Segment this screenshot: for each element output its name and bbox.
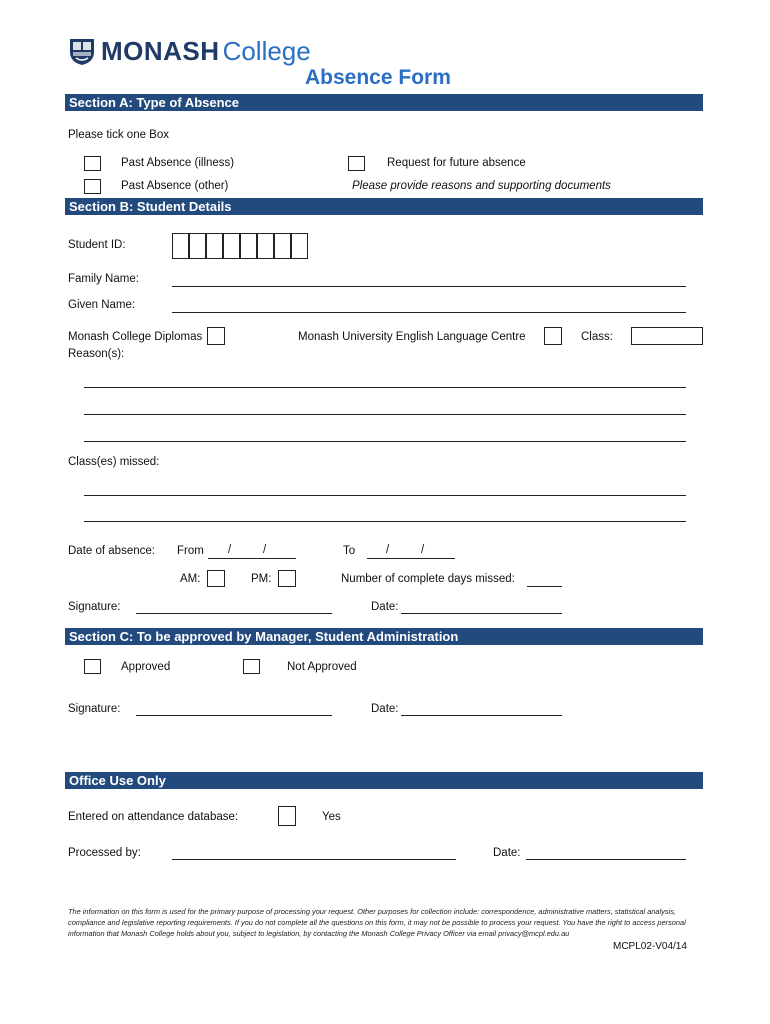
privacy-notice bbox=[68, 906, 693, 939]
family-name-label: Family Name: bbox=[68, 273, 139, 285]
student-id-digit-box[interactable] bbox=[189, 233, 206, 259]
signature-label: Signature: bbox=[68, 601, 121, 613]
date-slash: / bbox=[386, 544, 390, 556]
student-id-digit-box[interactable] bbox=[172, 233, 189, 259]
past-illness-checkbox[interactable] bbox=[84, 156, 101, 171]
manager-date-line[interactable] bbox=[401, 715, 562, 716]
past-other-label: Past Absence (other) bbox=[121, 180, 229, 192]
date-label: Date: bbox=[371, 601, 399, 613]
from-label: From bbox=[177, 545, 204, 557]
student-id-label: Student ID: bbox=[68, 239, 126, 251]
past-other-checkbox[interactable] bbox=[84, 179, 101, 194]
student-id-digit-box[interactable] bbox=[257, 233, 274, 259]
classes-missed-line[interactable] bbox=[84, 521, 686, 522]
reasons-line[interactable] bbox=[84, 414, 686, 415]
future-absence-label: Request for future absence bbox=[387, 157, 526, 169]
given-name-line[interactable] bbox=[172, 312, 686, 313]
form-title: Absence Form bbox=[305, 66, 451, 89]
office-date-label: Date: bbox=[493, 847, 521, 859]
section-b-heading: Section B: Student Details bbox=[65, 198, 703, 215]
office-use-heading: Office Use Only bbox=[65, 772, 703, 789]
pm-checkbox[interactable] bbox=[278, 570, 296, 587]
section-a-heading: Section A: Type of Absence bbox=[65, 94, 703, 111]
to-date-field[interactable] bbox=[367, 544, 455, 559]
approved-label: Approved bbox=[121, 661, 171, 673]
date-slash: / bbox=[263, 544, 267, 556]
class-label: Class: bbox=[581, 331, 613, 343]
signature-line[interactable] bbox=[136, 613, 332, 614]
am-label: AM: bbox=[180, 573, 201, 585]
approved-checkbox[interactable] bbox=[84, 659, 101, 674]
logo-college: College bbox=[222, 36, 311, 66]
diplomas-label: Monash College Diplomas bbox=[68, 331, 203, 343]
days-missed-line[interactable] bbox=[527, 586, 562, 587]
logo-wordmark bbox=[101, 34, 311, 74]
student-id-digit-box[interactable] bbox=[291, 233, 308, 259]
processed-by-line[interactable] bbox=[172, 859, 456, 860]
reasons-line[interactable] bbox=[84, 387, 686, 388]
section-c-heading: Section C: To be approved by Manager, Student Administration bbox=[65, 628, 703, 645]
tick-instruction: Please tick one Box bbox=[68, 129, 170, 141]
future-absence-checkbox[interactable] bbox=[348, 156, 365, 171]
date-of-absence-label: Date of absence: bbox=[68, 545, 155, 557]
privacy-line: compliance and legislative reporting requirements. If you do not complete all the questions on this form, it may not be possible to process your request. You have the right to access personal bbox=[68, 918, 686, 927]
muelc-checkbox[interactable] bbox=[544, 327, 562, 345]
diplomas-checkbox[interactable] bbox=[207, 327, 225, 345]
privacy-line: information that Monash College holds about you, subject to legislation, by contacting the Monash College Privacy Officer via email privacy@mcpl.edu.au bbox=[68, 929, 570, 938]
family-name-line[interactable] bbox=[172, 286, 686, 287]
future-note: Please provide reasons and supporting documents bbox=[352, 180, 611, 192]
entered-label: Entered on attendance database: bbox=[68, 811, 239, 823]
monash-crest-icon bbox=[69, 38, 95, 66]
date-slash: / bbox=[228, 544, 232, 556]
entered-checkbox[interactable] bbox=[278, 806, 296, 826]
class-input-box[interactable] bbox=[631, 327, 703, 345]
student-id-digit-box[interactable] bbox=[240, 233, 257, 259]
manager-date-label: Date: bbox=[371, 703, 399, 715]
days-missed-label: Number of complete days missed: bbox=[341, 573, 515, 585]
past-illness-label: Past Absence (illness) bbox=[121, 157, 235, 169]
reasons-label: Reason(s): bbox=[68, 348, 125, 360]
am-checkbox[interactable] bbox=[207, 570, 225, 587]
pm-label: PM: bbox=[251, 573, 272, 585]
privacy-line: The information on this form is used for the primary purpose of processing your request. Other purposes for collection include: correspondence, administrative matters, statistical analysis, bbox=[68, 907, 676, 916]
from-date-field[interactable] bbox=[208, 544, 296, 559]
manager-signature-label: Signature: bbox=[68, 703, 121, 715]
student-id-digit-box[interactable] bbox=[223, 233, 240, 259]
yes-label: Yes bbox=[322, 811, 341, 823]
student-id-digit-box[interactable] bbox=[274, 233, 291, 259]
given-name-label: Given Name: bbox=[68, 299, 136, 311]
form-code: MCPL02-V04/14 bbox=[613, 941, 687, 952]
to-label: To bbox=[343, 545, 356, 557]
muelc-label: Monash University English Language Centre bbox=[298, 331, 526, 343]
logo-monash: MONASH bbox=[101, 36, 220, 66]
classes-missed-label: Class(es) missed: bbox=[68, 456, 160, 468]
not-approved-label: Not Approved bbox=[287, 661, 357, 673]
date-slash: / bbox=[421, 544, 425, 556]
date-line[interactable] bbox=[401, 613, 562, 614]
not-approved-checkbox[interactable] bbox=[243, 659, 260, 674]
student-id-digit-box[interactable] bbox=[206, 233, 223, 259]
classes-missed-line[interactable] bbox=[84, 495, 686, 496]
manager-signature-line[interactable] bbox=[136, 715, 332, 716]
processed-by-label: Processed by: bbox=[68, 847, 141, 859]
reasons-line[interactable] bbox=[84, 441, 686, 442]
office-date-line[interactable] bbox=[526, 859, 686, 860]
